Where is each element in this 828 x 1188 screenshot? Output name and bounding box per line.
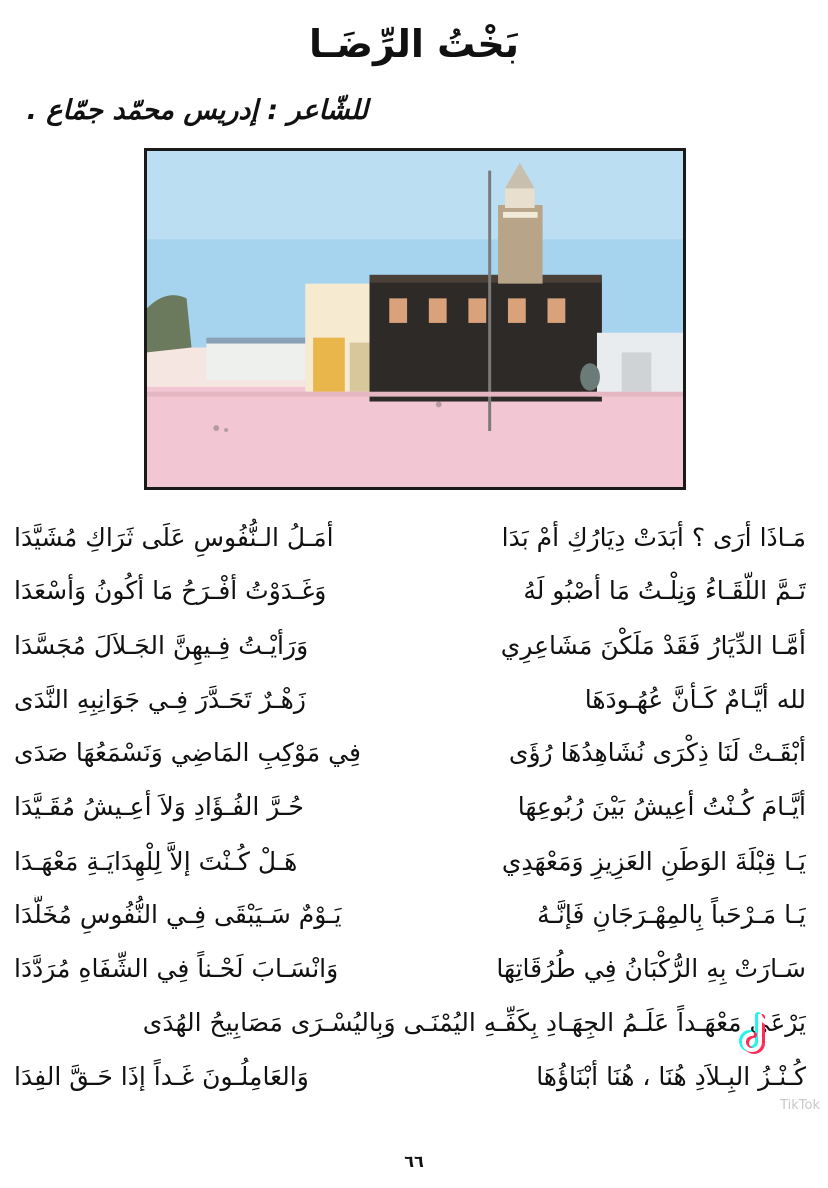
verse-6-second-hemistich: حُـرَّ الفُـؤَادِ وَلاَ أعِـيشُ مُقَـيَّدَا (14, 792, 304, 821)
page-number: ٦٦ (404, 1152, 424, 1171)
verse-5-first-hemistich: أبْقَـتْ لَنَا ذِكْرَى نُشَاهِدُهَا رُؤَى (508, 738, 806, 767)
verse-2-first-hemistich: تَـمَّ اللّقَـاءُ وَنِلْـتُ مَا أصْبُو لَهُ (523, 576, 806, 605)
verse-2-second-hemistich: وَغَـدَوْتُ أفْـرَحُ مَا أكُونُ وَأسْعَدَا (14, 576, 327, 605)
verse-7-first-hemistich: يَـا قِبْلَةَ الوَطَنِ العَزِيزِ وَمَعْهَدِي (501, 847, 806, 876)
page-title: بَخْتُ الرِّضَـا (308, 22, 520, 66)
verse-7-second-hemistich: هَـلْ كُـنْتَ إلاَّ لِلْهِدَايَـةِ مَعْهَـدَا (14, 847, 298, 876)
verse-3-first-hemistich: أمَّـا الدِّيَارُ فَقَدْ مَلَكْنَ مَشَاعِرِي (500, 631, 806, 660)
verse-9-second-hemistich: وَانْسَـابَ لَحْـناً فِي الشِّفَاهِ مُرَدَّدَا (14, 954, 339, 983)
verse-10-full-line: يَرْعَى مَعْهَـداً عَلَـمُ الجِهَـادِ بِكَفِّـهِ اليُمْنَـى وَبِاليُسْـرَى مَصَابِيحُ الهُدَى (142, 1008, 806, 1037)
tiktok-watermark: TikTok (780, 1098, 820, 1113)
poet-attribution: للشّاعر : إدريس محمّد جمّاع . (26, 95, 368, 126)
verse-6-first-hemistich: أيَّـامَ كُـنْتُ أعِيشُ بَيْنَ رُبُوعِهَا (517, 792, 806, 821)
verse-1-first-hemistich: مَـاذَا أرَى ؟ أبَدَتْ دِيَارُكِ أمْ بَدَا (501, 523, 806, 552)
verse-4-second-hemistich: زَهْـرٌ تَحَـدَّرَ فِـي جَوَانِبِهِ النَّدَى (14, 685, 306, 714)
verse-5-second-hemistich: فِي مَوْكِبِ المَاضِي وَنَسْمَعُهَا صَدَى (14, 738, 361, 767)
verse-8-first-hemistich: يَـا مَـرْحَباً بِالمِهْـرَجَانِ فَإنَّـهُ (537, 900, 806, 929)
verse-1-second-hemistich: أمَـلُ الـنُّفُوسِ عَلَى ثَرَاكِ مُشَيَّدَا (14, 523, 334, 552)
verse-3-second-hemistich: وَرَأيْـتُ فِـيهِنَّ الجَـلاَلَ مُجَسَّدَا (14, 631, 309, 660)
verse-4-first-hemistich: لله أيَّـامٌ كَـأنَّ عُهُـودَهَا (584, 685, 806, 714)
verse-11-first-hemistich: كُـنْـزُ البِـلاَدِ هُنَا ، هُنَا أبْنَاؤُهَا (536, 1062, 806, 1091)
verse-8-second-hemistich: يَـوْمٌ سَـيَبْقَى فِـي النُّفُوسِ مُخَلَّدَا (14, 900, 342, 929)
verse-9-first-hemistich: سَـارَتْ بِهِ الرُّكْبَانُ فِي طُرُقَاتِهَا (496, 954, 806, 983)
tiktok-icon[interactable] (738, 1012, 778, 1058)
verse-11-second-hemistich: وَالعَامِلُـونَ غَـداً إذَا حَـقَّ الفِدَا (14, 1062, 309, 1091)
